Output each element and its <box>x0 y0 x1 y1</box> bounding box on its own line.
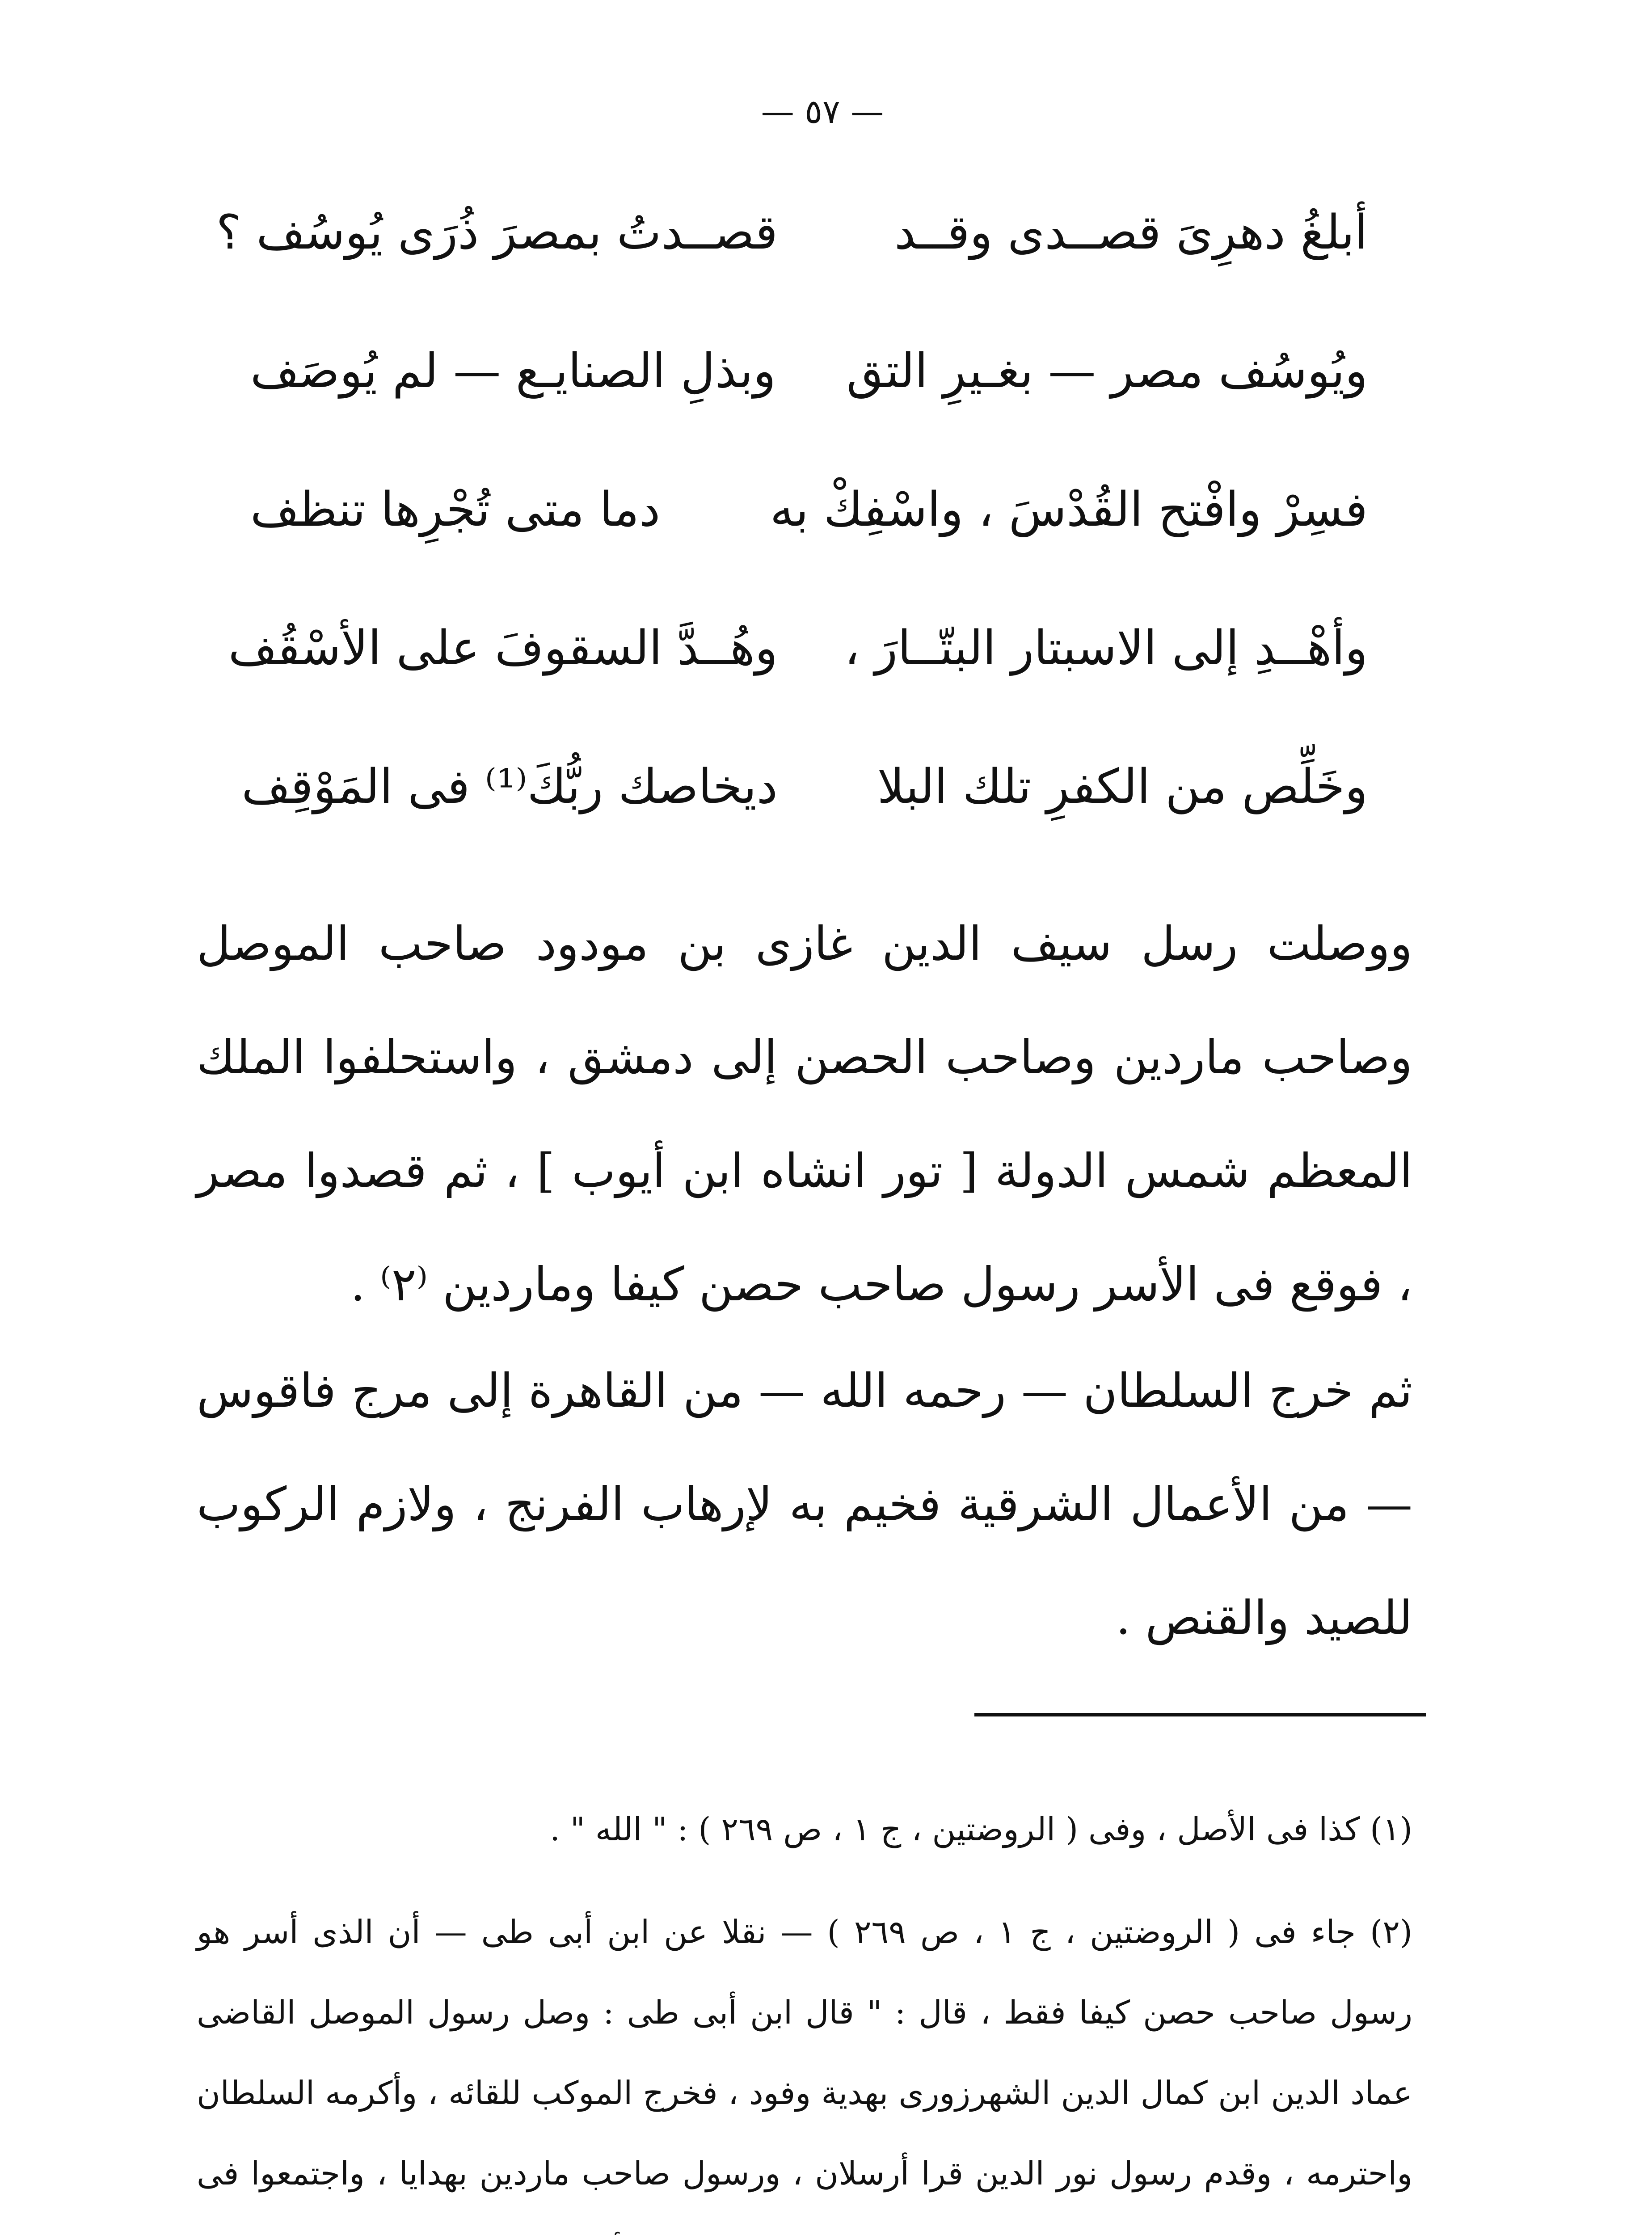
poem-verse <box>250 308 1368 447</box>
body-paragraph: ووصلت رسل سيف الدين غازى بن مودود صاحب الموصل وصاحب ماردين وصاحب الحصن إلى دمشق ، واستحلفوا الملك المعظم شمس الدولة [ تور انشاه ابن أيوب ] ، ثم قصدوا مصر ، فوقع فى الأسر رسول صاحب حصن كيفا وماردين ⁽٢⁾ . <box>197 916 1413 1311</box>
poem-verse <box>250 447 1368 586</box>
body-paragraph: ثم خرج السلطان — رحمه الله — من القاهرة إلى مرج فاقوس — من الأعمال الشرقية فخيم به لإرهاب الفرنج ، ولازم الركوب للصيد والقنص . <box>197 1363 1412 1645</box>
footnote-separator <box>974 1713 1426 1716</box>
verse-second-hemistich: وهُــدَّ السقوفَ على الأسْقُف <box>228 620 778 675</box>
verse-first-hemistich: أبلغُ دهرِىَ قصــدى وقــد <box>894 205 1368 260</box>
verse-first-hemistich: ويُوسُف مصر — بغـيرِ التق <box>846 343 1368 398</box>
verse-second-hemistich: وبذلِ الصنايـع — لم يُوصَف <box>250 343 776 398</box>
verse-first-hemistich: وأهْــدِ إلى الاسبتار البتّــارَ ، <box>844 620 1368 675</box>
footnote: (١) كذا فى الأصل ، وفى ( الروضتين ، ج ١ ، ص ٢٦٩ ) : " الله " . <box>550 1810 1412 1848</box>
verse-second-hemistich: قصــدتُ بمصرَ ذُرَى يُوسُف ؟ <box>216 205 778 260</box>
footnote: (٢) جاء فى ( الروضتين ، ج ١ ، ص ٢٦٩ ) — نقلا عن ابن أبى طى — أن الذى أسر هو رسول صاحب حصن كيفا فقط ، قال : " قال ابن أبى طى : وصل رسول الموصل القاضى عماد الدين ابن كمال الدين الشهرزورى بهدية وفود ، فخرج الموكب للقائه ، وأكرمه السلطان واحترمه ، وقدم رسول نور الدين قرا أرسلان ، ورسول صاحب ماردين بهدايا ، واجتمعوا فى <box>197 1913 1412 2192</box>
verse-second-hemistich: ديخاصك ربُّكَ⁽¹⁾ فى المَوْقِف <box>241 759 778 814</box>
poem-verse <box>228 586 1368 724</box>
poem-verse <box>241 724 1368 863</box>
verse-first-hemistich: فسِرْ وافْتح القُدْسَ ، واسْفِكْ به <box>770 482 1368 537</box>
page-number: — ٥٧ — <box>761 93 884 131</box>
poem-verse <box>216 170 1368 308</box>
verse-second-hemistich: دما متى تُجْرِها تنظف <box>250 482 661 537</box>
poem <box>216 170 1368 863</box>
verse-first-hemistich: وخَلِّص من الكفرِ تلك البلا <box>877 759 1368 814</box>
